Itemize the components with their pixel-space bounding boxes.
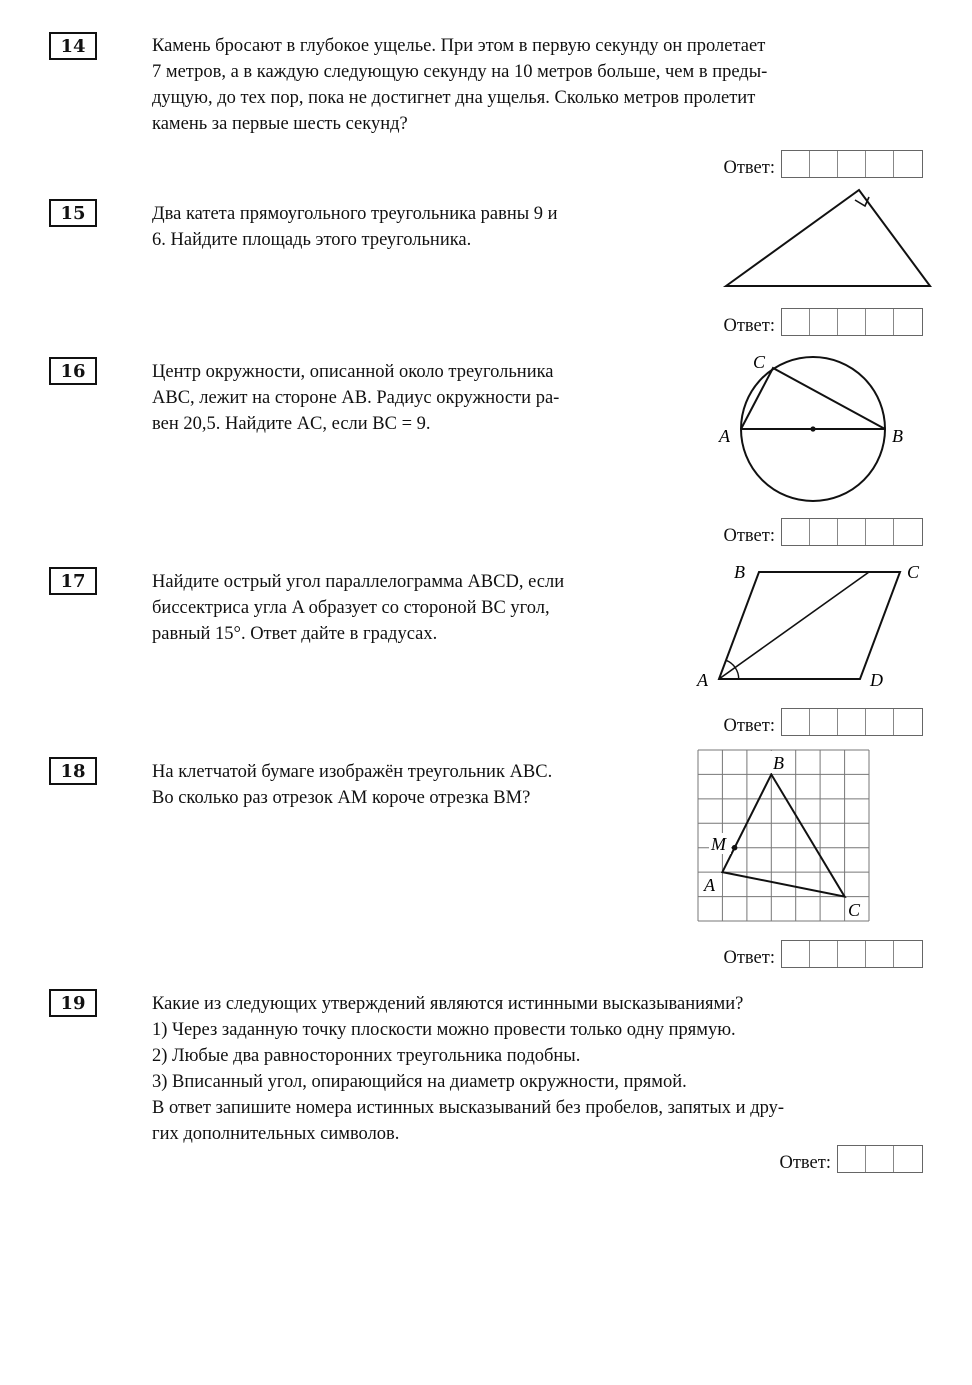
answer-cell[interactable] xyxy=(782,519,810,545)
answer-label: Ответ: xyxy=(779,1153,831,1173)
label-d: D xyxy=(870,670,883,690)
text-line: Центр окружности, описанной около треугольника xyxy=(152,362,554,382)
label-c: C xyxy=(753,352,766,372)
text-line: биссектриса угла A образует со стороной BC угол, xyxy=(152,598,550,618)
answer-cell[interactable] xyxy=(838,519,866,545)
text-line: гих дополнительных символов. xyxy=(152,1124,400,1144)
text-line: Камень бросают в глубокое ущелье. При этом в первую секунду он пролетает xyxy=(152,36,766,56)
text-line: Во сколько раз отрезок AM короче отрезка BM? xyxy=(152,788,531,808)
answer-19-field[interactable] xyxy=(837,1145,923,1173)
problem-17-text xyxy=(152,569,675,647)
label-c: C xyxy=(907,562,920,582)
text-line: 6. Найдите площадь этого треугольника. xyxy=(152,230,472,250)
label-c: C xyxy=(848,900,861,920)
label-a: A xyxy=(697,670,708,690)
answer-cell[interactable] xyxy=(894,1146,922,1172)
problem-number-17: 17 xyxy=(49,567,97,595)
answer-cell[interactable] xyxy=(894,309,922,335)
problem-number-18: 18 xyxy=(49,757,97,785)
text-line: ABC, лежит на стороне AB. Радиус окружности ра- xyxy=(152,388,560,408)
text-line: вен 20,5. Найдите AC, если BC = 9. xyxy=(152,414,431,434)
answer-cell[interactable] xyxy=(838,1146,866,1172)
text-line: камень за первые шесть секунд? xyxy=(152,114,408,134)
answer-cell[interactable] xyxy=(866,151,894,177)
answer-cell[interactable] xyxy=(782,709,810,735)
answer-cell[interactable] xyxy=(810,519,838,545)
answer-cell[interactable] xyxy=(866,519,894,545)
answer-label: Ответ: xyxy=(723,948,775,968)
text-line: 3) Вписанный угол, опирающийся на диаметр окружности, прямой. xyxy=(152,1072,687,1092)
answer-16-field[interactable] xyxy=(781,518,923,546)
answer-label: Ответ: xyxy=(723,526,775,546)
problem-18-text xyxy=(152,759,682,811)
label-a: A xyxy=(704,875,715,895)
answer-18 xyxy=(723,940,923,968)
answer-cell[interactable] xyxy=(866,1146,894,1172)
answer-cell[interactable] xyxy=(866,709,894,735)
text-line: Найдите острый угол параллелограмма ABCD, если xyxy=(152,572,565,592)
answer-cell[interactable] xyxy=(810,309,838,335)
answer-cell[interactable] xyxy=(782,309,810,335)
parallelogram-figure xyxy=(692,558,932,696)
answer-cell[interactable] xyxy=(782,941,810,967)
answer-17-field[interactable] xyxy=(781,708,923,736)
problem-number-16: 16 xyxy=(49,357,97,385)
problem-15-text xyxy=(152,201,675,253)
answer-cell[interactable] xyxy=(838,941,866,967)
answer-label: Ответ: xyxy=(723,716,775,736)
problem-19-text xyxy=(152,991,922,1147)
answer-16 xyxy=(723,518,923,546)
answer-cell[interactable] xyxy=(866,941,894,967)
text-line: 7 метров, а в каждую следующую секунду на 10 метров больше, чем в преды- xyxy=(152,62,768,82)
text-line: равный 15°. Ответ дайте в градусах. xyxy=(152,624,438,644)
text-line: Какие из следующих утверждений являются истинными высказываниями? xyxy=(152,994,744,1014)
text-line: В ответ запишите номера истинных высказываний без пробелов, запятых и дру- xyxy=(152,1098,785,1118)
answer-15-field[interactable] xyxy=(781,308,923,336)
label-b: B xyxy=(773,753,784,773)
label-b: B xyxy=(892,426,903,446)
answer-cell[interactable] xyxy=(838,709,866,735)
answer-cell[interactable] xyxy=(894,151,922,177)
text-line: 2) Любые два равносторонних треугольника подобны. xyxy=(152,1046,581,1066)
grid-triangle-figure xyxy=(697,749,871,923)
circle-triangle-figure xyxy=(705,345,925,510)
problem-number-15: 15 xyxy=(49,199,97,227)
answer-cell[interactable] xyxy=(810,941,838,967)
right-triangle-figure xyxy=(718,185,938,295)
label-m: M xyxy=(711,834,726,854)
text-line: дущую, до тех пор, пока не достигнет дна ущелья. Сколько метров пролетит xyxy=(152,88,756,108)
answer-cell[interactable] xyxy=(894,941,922,967)
answer-cell[interactable] xyxy=(866,309,894,335)
problem-number-14: 14 xyxy=(49,32,97,60)
text-line: Два катета прямоугольного треугольника равны 9 и xyxy=(152,204,558,224)
answer-cell[interactable] xyxy=(894,519,922,545)
answer-cell[interactable] xyxy=(894,709,922,735)
label-b: B xyxy=(734,562,745,582)
problem-number-19: 19 xyxy=(49,989,97,1017)
answer-19 xyxy=(779,1145,923,1173)
answer-18-field[interactable] xyxy=(781,940,923,968)
answer-label: Ответ: xyxy=(723,158,775,178)
answer-cell[interactable] xyxy=(838,151,866,177)
answer-cell[interactable] xyxy=(810,151,838,177)
problem-14-text xyxy=(152,33,922,137)
answer-cell[interactable] xyxy=(782,151,810,177)
answer-label: Ответ: xyxy=(723,316,775,336)
label-a: A xyxy=(719,426,730,446)
answer-cell[interactable] xyxy=(838,309,866,335)
answer-14 xyxy=(723,150,923,178)
answer-17 xyxy=(723,708,923,736)
answer-cell[interactable] xyxy=(810,709,838,735)
answer-15 xyxy=(723,308,923,336)
problem-16-text xyxy=(152,359,675,437)
text-line: На клетчатой бумаге изображён треугольник ABC. xyxy=(152,762,553,782)
text-line: 1) Через заданную точку плоскости можно провести только одну прямую. xyxy=(152,1020,736,1040)
answer-14-field[interactable] xyxy=(781,150,923,178)
